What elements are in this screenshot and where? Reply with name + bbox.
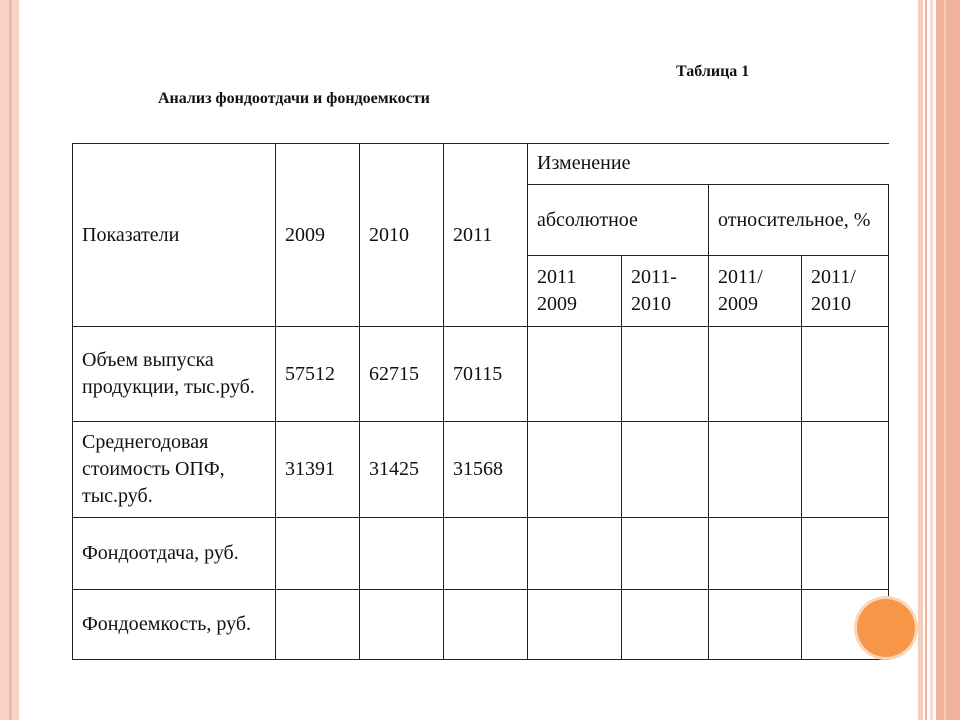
cell-value <box>528 590 622 660</box>
table-row <box>73 518 889 590</box>
header-year-2009: 2009 <box>276 144 360 327</box>
table-row <box>73 590 889 660</box>
cell-value <box>709 422 802 518</box>
header-sub-rel-2009: 2011/ 2009 <box>709 256 802 327</box>
row-label: Фондоемкость, руб. <box>73 590 276 660</box>
cell-value <box>360 590 444 660</box>
header-sub-abs-2009: 2011 2009 <box>528 256 622 327</box>
table-title: Анализ фондоотдачи и фондоемкости <box>158 90 430 107</box>
cell-value <box>709 518 802 590</box>
cell-value <box>528 518 622 590</box>
row-label: Фондоотдача, руб. <box>73 518 276 590</box>
cell-value: 31425 <box>360 422 444 518</box>
row-label: Среднегодовая стоимость ОПФ, тыс.руб. <box>73 422 276 518</box>
analysis-table <box>72 143 889 660</box>
cell-value <box>528 422 622 518</box>
cell-value <box>622 590 709 660</box>
row-label: Объем выпуска продукции, тыс.руб. <box>73 327 276 422</box>
cell-value <box>709 590 802 660</box>
cell-value <box>444 590 528 660</box>
cell-value: 57512 <box>276 327 360 422</box>
header-change: Изменение <box>528 144 889 185</box>
cell-value: 62715 <box>360 327 444 422</box>
right-decor-stripes <box>918 0 960 720</box>
cell-value <box>802 327 889 422</box>
table-number: Таблица 1 <box>676 63 750 80</box>
cell-value <box>528 327 622 422</box>
left-decor-stripe <box>0 0 19 720</box>
header-indicators: Показатели <box>73 144 276 327</box>
cell-value <box>444 518 528 590</box>
header-year-2010: 2010 <box>360 144 444 327</box>
cell-value <box>802 422 889 518</box>
header-sub-rel-2010: 2011/ 2010 <box>802 256 889 327</box>
table-row <box>73 327 889 422</box>
cell-value <box>622 327 709 422</box>
cell-value <box>802 518 889 590</box>
table-row <box>73 422 889 518</box>
header-absolute: абсолютное <box>528 185 709 256</box>
cell-value <box>709 327 802 422</box>
cell-value <box>622 422 709 518</box>
cell-value <box>622 518 709 590</box>
header-year-2011: 2011 <box>444 144 528 327</box>
header-relative: относительное, % <box>709 185 889 256</box>
cell-value: 31391 <box>276 422 360 518</box>
cell-value <box>360 518 444 590</box>
header-sub-abs-2010: 2011- 2010 <box>622 256 709 327</box>
orange-circle-decor <box>857 599 915 657</box>
cell-value: 70115 <box>444 327 528 422</box>
cell-value <box>276 590 360 660</box>
cell-value <box>276 518 360 590</box>
cell-value: 31568 <box>444 422 528 518</box>
